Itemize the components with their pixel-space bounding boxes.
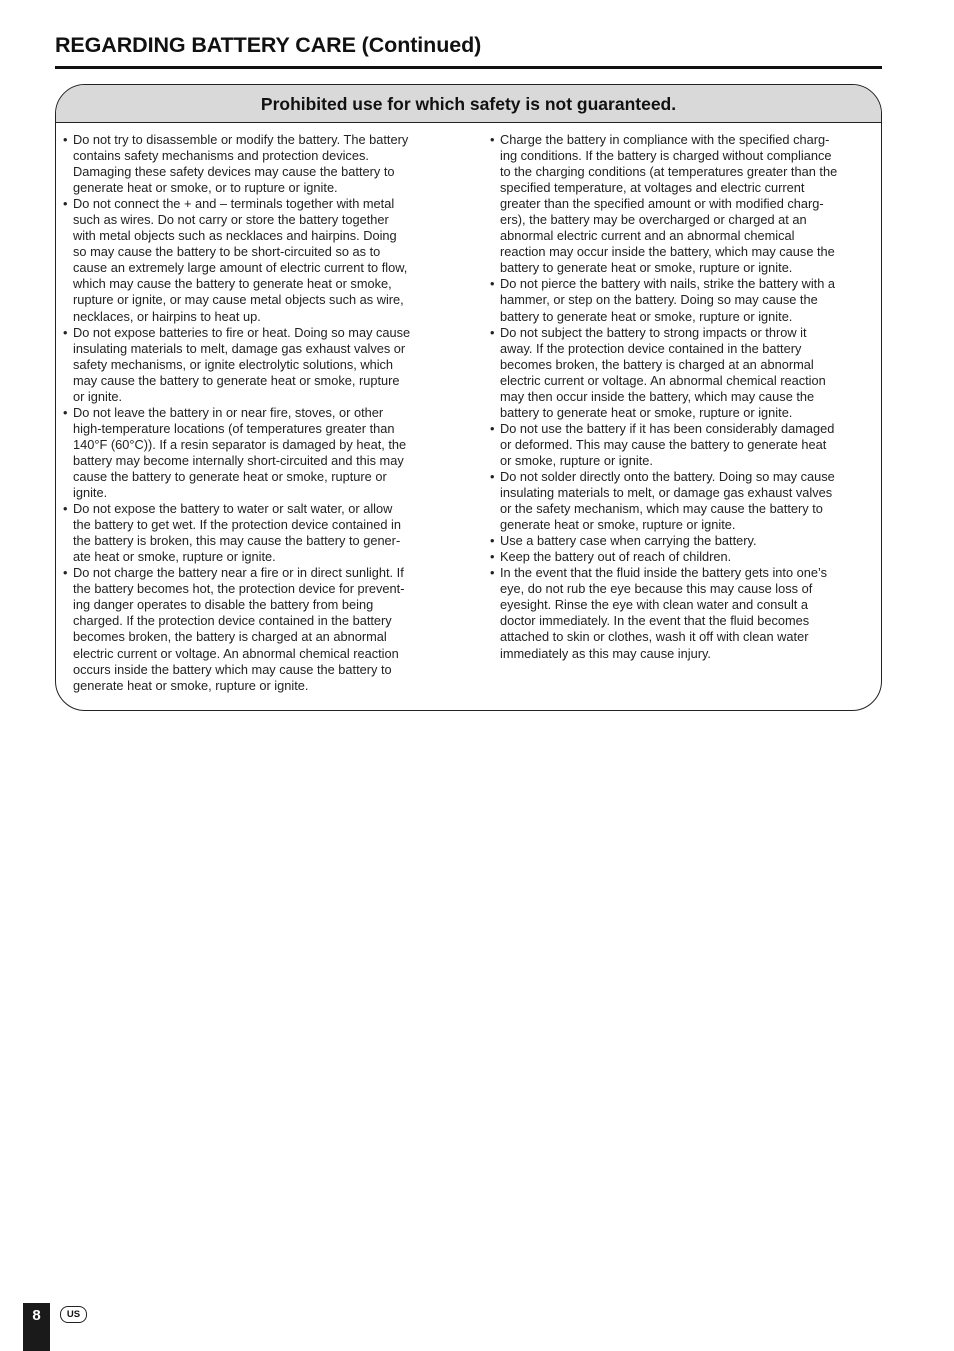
region-badge: US (60, 1306, 87, 1323)
warning-item: • Do not use the battery if it has been considerably damaged or deformed. This may cause the battery to generate heat or smoke, rupture or ignite. (490, 421, 872, 469)
warning-item: • Use a battery case when carrying the battery. (490, 533, 872, 549)
warning-item: • In the event that the fluid inside the battery gets into one’s eye, do not rub the eye because this may cause loss of eyesight. Rinse the eye with clean water and consult a doctor immediately. In the event that the fluid becomes attached to skin or clothes, wash it off with clean water immediately as this may cause injury. (490, 565, 872, 661)
warning-item: • Do not leave the battery in or near fire, stoves, or other high-temperature locations (of temperatures greater than 140°F (60°C)). If a resin separator is damaged by heat, the battery may become internally short-circuited and this may cause the battery to generate heat or smoke, rupture or ignite. (63, 405, 443, 501)
warning-item: • Do not subject the battery to strong impacts or throw it away. If the protection device contained in the battery becomes broken, the battery is charged at an abnormal electric current or voltage. An abnormal chemical reaction may then occur inside the battery, which may cause the battery to generate heat or smoke, rupture or ignite. (490, 325, 872, 421)
warning-item: • Do not pierce the battery with nails, strike the battery with a hammer, or step on the battery. Doing so may cause the battery to generate heat or smoke, rupture or ignite. (490, 276, 872, 324)
warning-item: • Do not expose batteries to fire or heat. Doing so may cause insulating materials to melt, damage gas exhaust valves or safety mechanisms, or ignite electrolytic solutions, which may cause the battery to generate heat or smoke, rupture or ignite. (63, 325, 443, 405)
warning-item: • Charge the battery in compliance with the specified charg- ing conditions. If the battery is charged without compliance to the charging conditions (at temperatures greater than the specified temperature, at voltages and electric current greater than the specified amount or with modified charg- ers), the battery may be overcharged or charged at an abnormal electric current and an abnormal chemical reaction may occur inside the battery, which may cause the battery to generate heat or smoke, rupture or ignite. (490, 132, 872, 276)
warning-box (55, 84, 882, 711)
warning-list-left (63, 132, 443, 694)
title-divider (55, 66, 882, 69)
warning-item: • Do not charge the battery near a fire or in direct sunlight. If the battery becomes hot, the protection device for prevent- ing danger operates to disable the battery from being charged. If the protection device contained in the battery becomes broken, the battery is charged at an abnormal electric current or voltage. An abnormal chemical reaction occurs inside the battery which may cause the battery to generate heat or smoke, rupture or ignite. (63, 565, 443, 693)
warning-item: • Do not expose the battery to water or salt water, or allow the battery to get wet. If the protection device contained in the battery is broken, this may cause the battery to gener- ate heat or smoke, rupture or ignite. (63, 501, 443, 565)
page-title: REGARDING BATTERY CARE (Continued) (55, 33, 482, 57)
warning-item: • Do not solder directly onto the battery. Doing so may cause insulating materials to melt, or damage gas exhaust valves or the safety mechanism, which may cause the battery to generate heat or smoke, rupture or ignite. (490, 469, 872, 533)
warning-item: • Do not try to disassemble or modify the battery. The battery contains safety mechanisms and protection devices. Damaging these safety devices may cause the battery to generate heat or smoke, or to rupture or ignite. (63, 132, 443, 196)
warning-item: • Do not connect the + and – terminals together with metal such as wires. Do not carry or store the battery together with metal objects such as necklaces and hairpins. Doing so may cause the battery to be short-circuited so as to cause an extremely large amount of electric current to flow, which may cause the battery to generate heat or smoke, rupture or ignite, or may cause metal objects such as wire, necklaces, or hairpins to heat up. (63, 196, 443, 324)
warning-list-right (490, 132, 872, 662)
warning-item: • Keep the battery out of reach of children. (490, 549, 872, 565)
page-number: 8 (32, 1307, 41, 1324)
warning-header: Prohibited use for which safety is not guaranteed. (56, 85, 881, 123)
